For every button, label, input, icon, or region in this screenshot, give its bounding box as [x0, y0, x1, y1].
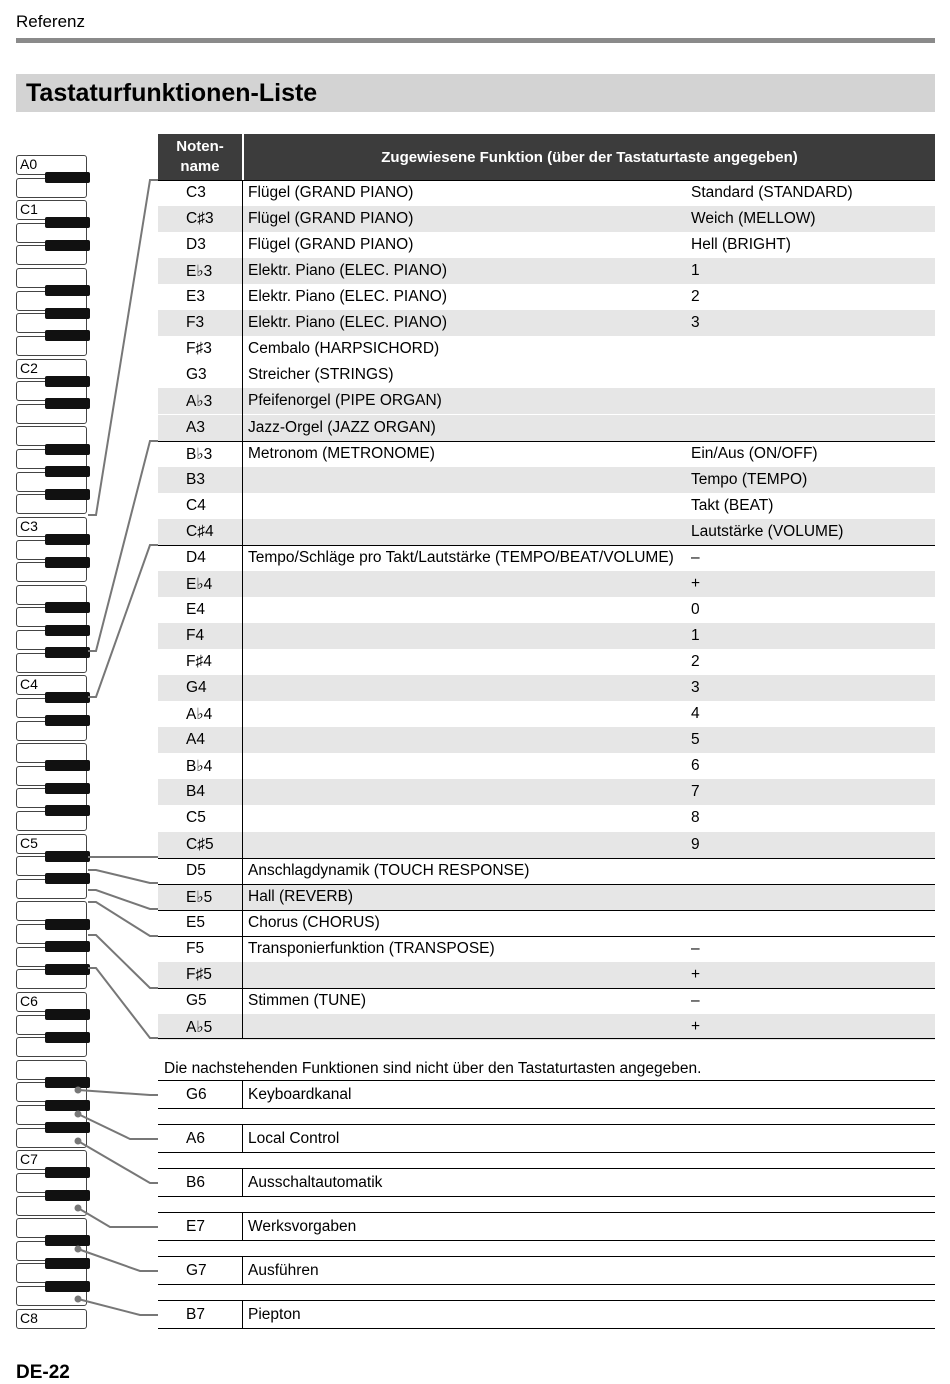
- function-cell: Piepton: [248, 1306, 301, 1323]
- note-cell: E5: [186, 913, 205, 931]
- option-cell: +: [691, 574, 701, 592]
- option-cell: 6: [691, 757, 700, 775]
- note-cell: C5: [186, 809, 206, 827]
- note-cell: D5: [186, 861, 206, 879]
- function-cell: Transponierfunktion (TRANSPOSE): [248, 939, 495, 957]
- connector-line: [78, 1090, 158, 1095]
- key-marker-dot: [75, 1246, 82, 1253]
- function-cell: Hall (REVERB): [248, 887, 354, 905]
- note-cell: B♭4: [186, 758, 213, 776]
- option-cell: Takt (BEAT): [691, 496, 774, 514]
- note-cell: E7: [186, 1218, 205, 1235]
- function-cell: Pfeifenorgel (PIPE ORGAN): [248, 392, 442, 410]
- note-cell: B7: [186, 1306, 205, 1323]
- option-cell: 0: [691, 600, 700, 618]
- key-marker-dot: [75, 1205, 82, 1212]
- note-cell: A♭5: [186, 1018, 213, 1036]
- function-cell: Local Control: [248, 1130, 340, 1147]
- option-cell: 5: [691, 731, 700, 749]
- option-cell: Standard (STANDARD): [691, 184, 853, 201]
- connector-line: [78, 1249, 158, 1271]
- function-cell: Werksvorgaben: [248, 1218, 357, 1235]
- note-cell: G5: [186, 991, 207, 1009]
- option-cell: Weich (MELLOW): [691, 210, 816, 228]
- connector-line: [78, 1208, 158, 1227]
- function-cell: Elektr. Piano (ELEC. PIANO): [248, 262, 447, 280]
- note-cell: A6: [186, 1130, 205, 1147]
- option-cell: +: [691, 1017, 701, 1035]
- function-cell: Flügel (GRAND PIANO): [248, 184, 414, 201]
- connector-line: [88, 180, 158, 515]
- connector-line: [88, 935, 158, 988]
- key-marker-dot: [75, 1296, 82, 1303]
- note-cell: C♯5: [186, 835, 214, 853]
- function-cell: Ausführen: [248, 1262, 319, 1279]
- note-cell: E♭3: [186, 263, 213, 281]
- octave-label: C7: [20, 1151, 38, 1168]
- octave-label: C8: [20, 1309, 38, 1326]
- note-cell: C4: [186, 496, 206, 514]
- option-cell: Ein/Aus (ON/OFF): [691, 444, 818, 462]
- page-title: Tastaturfunktionen-Liste: [26, 79, 318, 107]
- note-cell: A3: [186, 418, 205, 436]
- note-cell: B3: [186, 470, 205, 488]
- function-cell: Tempo/Schläge pro Takt/Lautstärke (TEMPO/BEAT/VOLUME): [248, 548, 674, 566]
- option-cell: 4: [691, 705, 700, 723]
- extra-note: Die nachstehenden Funktionen sind nicht über den Tastaturtasten angegeben.: [164, 1060, 702, 1077]
- connector-line: [78, 1141, 158, 1183]
- note-cell: A♭4: [186, 706, 213, 724]
- page-number: DE-22: [16, 1362, 70, 1383]
- function-cell: Stimmen (TUNE): [248, 991, 366, 1009]
- key-marker-dot: [75, 1087, 82, 1094]
- note-cell: E♭5: [186, 888, 213, 906]
- function-cell: Metronom (METRONOME): [248, 444, 435, 462]
- function-cell: Elektr. Piano (ELEC. PIANO): [248, 288, 447, 306]
- function-cell: Chorus (CHORUS): [248, 913, 380, 931]
- octave-label: C6: [20, 992, 38, 1009]
- option-cell: 7: [691, 783, 700, 801]
- column-header-note: Noten- name: [176, 138, 224, 175]
- note-cell: C♯4: [186, 522, 214, 540]
- note-cell: E4: [186, 600, 205, 618]
- note-cell: E♭4: [186, 575, 213, 593]
- function-cell: Keyboardkanal: [248, 1086, 352, 1103]
- option-cell: 9: [691, 835, 700, 853]
- note-cell: G4: [186, 679, 207, 697]
- octave-label: C2: [20, 359, 38, 376]
- option-cell: 1: [691, 627, 700, 645]
- note-cell: G7: [186, 1262, 207, 1279]
- function-cell: Elektr. Piano (ELEC. PIANO): [248, 314, 447, 332]
- column-header-function: Zugewiesene Funktion (über der Tastaturtaste angegeben): [381, 148, 798, 166]
- option-cell: 3: [691, 679, 700, 697]
- note-cell: E3: [186, 288, 205, 306]
- option-cell: 2: [691, 288, 700, 306]
- option-cell: 8: [691, 809, 700, 827]
- note-cell: D3: [186, 236, 206, 254]
- option-cell: 1: [691, 262, 700, 280]
- note-cell: C3: [186, 184, 206, 201]
- function-cell: Ausschaltautomatik: [248, 1174, 383, 1191]
- note-cell: G3: [186, 366, 207, 384]
- note-cell: B4: [186, 783, 205, 801]
- note-cell: A♭3: [186, 393, 213, 411]
- octave-label: C3: [20, 517, 38, 534]
- function-cell: Anschlagdynamik (TOUCH RESPONSE): [248, 861, 530, 879]
- note-cell: G6: [186, 1086, 207, 1103]
- option-cell: 3: [691, 314, 700, 332]
- note-cell: D4: [186, 548, 206, 566]
- section-label: Referenz: [16, 12, 85, 31]
- note-cell: C♯3: [186, 210, 214, 228]
- octave-label: C4: [20, 676, 38, 693]
- note-cell: F♯3: [186, 340, 212, 358]
- key-marker-dot: [75, 1138, 82, 1145]
- option-cell: Hell (BRIGHT): [691, 236, 791, 254]
- option-cell: +: [691, 965, 701, 983]
- note-cell: B♭3: [186, 445, 213, 463]
- octave-label: C5: [20, 834, 38, 851]
- note-cell: B6: [186, 1174, 205, 1191]
- function-cell: Cembalo (HARPSICHORD): [248, 340, 440, 358]
- option-cell: 2: [691, 653, 700, 671]
- connector-line: [88, 870, 158, 883]
- function-cell: Flügel (GRAND PIANO): [248, 236, 414, 254]
- option-cell: –: [691, 939, 700, 957]
- function-cell: Streicher (STRINGS): [248, 366, 394, 384]
- note-cell: F♯4: [186, 653, 212, 671]
- note-cell: F5: [186, 939, 205, 957]
- connector-line: [78, 1299, 158, 1315]
- function-cell: Jazz-Orgel (JAZZ ORGAN): [248, 418, 436, 436]
- octave-label: C1: [20, 201, 38, 218]
- note-cell: A4: [186, 731, 205, 749]
- connector-line: [88, 545, 158, 697]
- octave-label: A0: [20, 156, 38, 172]
- option-cell: –: [691, 548, 700, 566]
- option-cell: Lautstärke (VOLUME): [691, 522, 844, 540]
- connector-line: [78, 1114, 158, 1139]
- note-cell: F4: [186, 627, 205, 645]
- connector-line: [88, 968, 158, 1038]
- key-marker-dot: [75, 1111, 82, 1118]
- connector-line: [88, 890, 158, 909]
- function-cell: Flügel (GRAND PIANO): [248, 210, 414, 228]
- note-cell: F3: [186, 314, 205, 332]
- note-cell: F♯5: [186, 965, 212, 983]
- option-cell: Tempo (TEMPO): [691, 470, 808, 488]
- option-cell: –: [691, 991, 700, 1009]
